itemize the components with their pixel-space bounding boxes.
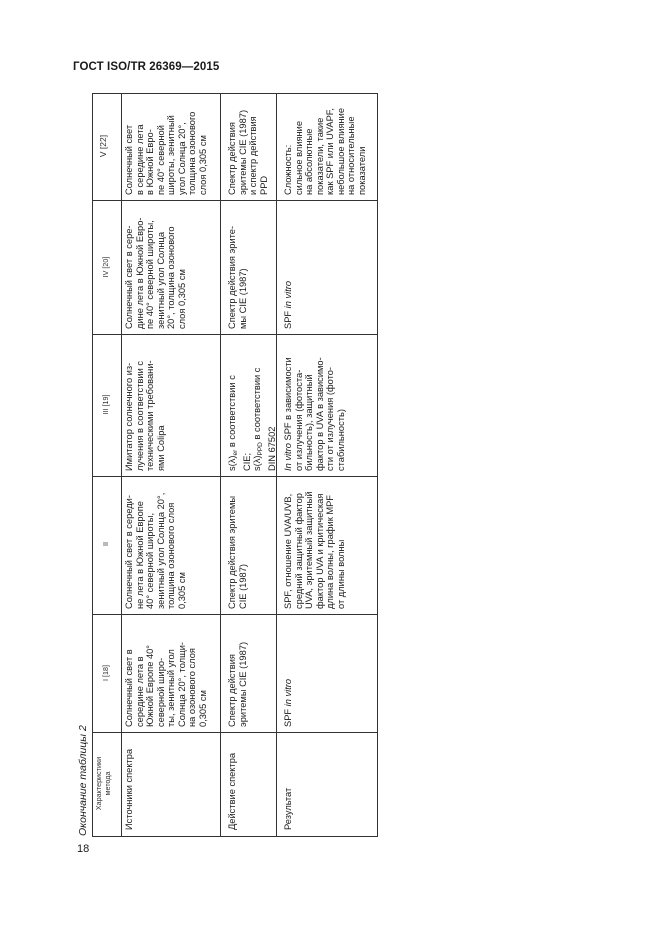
cell-text-line: фактор UVA и критическая <box>314 493 325 609</box>
cell-spectrum-source-3 <box>124 333 166 474</box>
cell-text-line: 20°, толщина озонового <box>166 226 176 329</box>
cell-text-line: толщина озонового <box>187 111 197 195</box>
cell-text-line: стабильность) <box>335 409 346 471</box>
cell-text-line: широты, зенитный <box>166 115 176 195</box>
column-header-3: III [19] <box>101 394 110 415</box>
cell-text-line: пе 40° северной <box>155 125 166 195</box>
cell-text-line: середине лета в <box>134 656 145 727</box>
cell-text-line: на абсолютные <box>304 128 314 195</box>
cell-text-line: бильность), защитный <box>304 374 314 471</box>
cell-text-line: Спектр действия эрите- <box>227 225 237 329</box>
row-label-spectrum-source: Источники спектра <box>124 748 134 830</box>
column-header-1: I [18] <box>101 665 110 681</box>
cell-action-spectrum-2 <box>227 475 248 612</box>
cell-text-line: Спектр действия <box>227 654 237 727</box>
cell-text-line: сти от излучения (фото- <box>325 366 335 471</box>
cell-text-line: Солнца 20°, толщи- <box>176 641 187 727</box>
cell-text-line: толщина озонового слоя <box>166 502 176 609</box>
column-header-5: V [22] <box>98 134 108 158</box>
cell-text-line: зенитный угол Солнца 20°, <box>155 492 166 609</box>
cell-text-line: ями Colipa <box>155 425 166 471</box>
cell-text-line: лучения в соответствии с <box>134 360 145 471</box>
cell-text-line: 40° северной широты, <box>145 512 155 609</box>
cell-text-line: Спектр действия <box>227 122 237 195</box>
cell-text-line: SPF in vitro <box>283 280 293 329</box>
cell-spectrum-source-1 <box>124 614 208 730</box>
cell-text-line: Солнечный свет в <box>124 649 134 727</box>
cell-text-line: небольшое влияние <box>335 107 346 195</box>
corner-header <box>94 734 112 833</box>
column-header-4: IV [20] <box>101 256 110 278</box>
cell-text-line: Характеристики <box>94 756 103 811</box>
cell-text-line: Спектр действия эритемы <box>227 495 237 609</box>
cell-text-line: CIE (1987) <box>237 564 248 609</box>
cell-text-line: CIE; <box>241 452 252 471</box>
cell-text-line: зенитный угол Солнца <box>155 231 166 329</box>
cell-text-line: в Южной Евро- <box>145 129 155 195</box>
cell-text-line: Сложность: <box>283 144 293 195</box>
cell-spectrum-source-2 <box>124 475 187 612</box>
cell-text-line: метода <box>103 771 112 796</box>
cell-text-line: UVA, эритемный защитный <box>304 491 314 609</box>
cell-text-line: 0,305 см <box>176 572 187 609</box>
page-number: 18 <box>77 843 90 855</box>
cell-text-line: на озонового слоя <box>187 648 197 727</box>
cell-text-line: слоя 0,305 см <box>197 135 208 195</box>
row-label-action-spectrum: Действие спектра <box>227 752 237 830</box>
cell-text-line: Солнечный свет в сере- <box>124 225 134 329</box>
cell-text-line: Имитатор солнечного из- <box>124 362 134 471</box>
cell-text-line: дине лета в Южной Евро- <box>134 217 145 329</box>
cell-text-line: показатели <box>356 146 367 195</box>
cell-text-line: техническими требовани- <box>145 360 155 471</box>
cell-result-5 <box>283 92 367 198</box>
cell-result-3 <box>283 333 346 474</box>
cell-text-line: показатели, такие <box>314 117 325 195</box>
table-caption: Окончание таблицы 2 <box>77 725 89 836</box>
cell-text-line: на относительные <box>346 116 356 195</box>
cell-text-line: как SPF или UVAPF, <box>325 107 335 195</box>
cell-text-line: $s(\lambda)_{er}$ в соответствии с <box>227 375 239 471</box>
cell-result-4 <box>283 200 294 332</box>
cell-text-line: Солнечный свет в середи- <box>124 495 134 609</box>
cell-text-line: ты, зенитный угол <box>166 649 176 727</box>
row-label-result: Результат <box>283 787 293 830</box>
cell-text-line: слоя 0,305 см <box>176 269 187 329</box>
cell-result-1 <box>283 614 294 730</box>
cell-text-line: фактор в UVA в зависимо- <box>314 357 325 471</box>
cell-text-line: не лета в Южной Европе <box>134 501 145 609</box>
cell-action-spectrum-3 <box>227 333 277 474</box>
cell-text-line: PPD <box>258 175 269 195</box>
cell-text-line: SPF in vitro <box>283 678 293 727</box>
cell-text-line: северной широ- <box>155 657 166 727</box>
cell-text-line: длина волны, график MPF <box>325 495 335 609</box>
cell-text-line: Южной Европе 40° <box>145 644 155 727</box>
cell-text-line: SPF, отношение UVA/UVB, <box>283 493 293 609</box>
cell-spectrum-source-4 <box>124 200 187 332</box>
cell-action-spectrum-4 <box>227 200 248 332</box>
cell-text-line: эритемы CIE (1987) <box>237 109 248 195</box>
cell-result-2 <box>283 475 346 612</box>
cell-text-line: эритемы CIE (1987) <box>237 641 248 727</box>
cell-text-line: и спектр действия <box>248 116 258 195</box>
cell-text-line: 0,305 см <box>197 690 208 727</box>
cell-text-line: в середине лета <box>134 124 145 195</box>
cell-text-line: Солнечный свет <box>124 124 134 195</box>
cell-text-line: от излучения (фотоста- <box>293 369 304 471</box>
cell-spectrum-source-5 <box>124 92 208 198</box>
cell-text-line: In vitro SPF в зависимости <box>283 357 293 471</box>
cell-text-line: DIN 67502 <box>266 426 277 471</box>
cell-text-line: от длины волны <box>335 539 346 609</box>
cell-text-line: угол Солнца 20°, <box>176 122 187 195</box>
cell-action-spectrum-1 <box>227 614 248 730</box>
cell-text-line: $s(\lambda)_{PPD}$ в соответствии с <box>252 367 264 471</box>
cell-text-line: мы CIE (1987) <box>237 268 248 329</box>
cell-text-line: средний защитный фактор <box>293 493 304 609</box>
cell-text-line: сильное влияние <box>293 120 304 195</box>
cell-text-line: пе 40° северной широты, <box>145 220 155 329</box>
cell-action-spectrum-5 <box>227 92 269 198</box>
column-header-2: II <box>101 542 110 546</box>
document-header: ГОСТ ISO/TR 26369—2015 <box>73 61 220 73</box>
